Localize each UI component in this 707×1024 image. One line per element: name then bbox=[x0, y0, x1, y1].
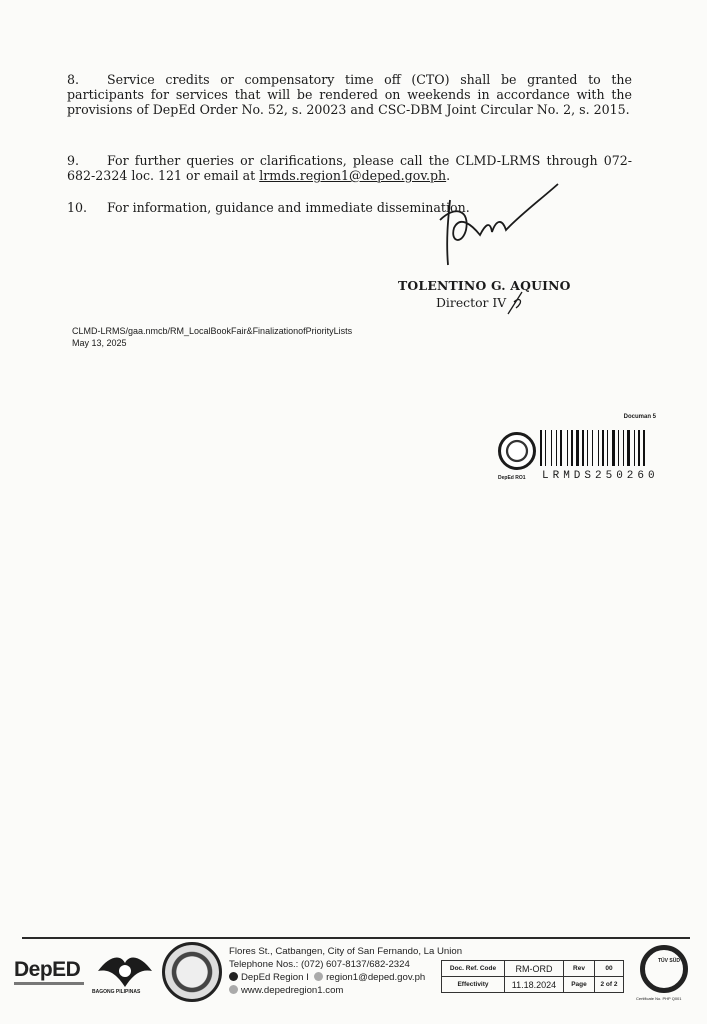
footer-email[interactable]: region1@deped.gov.ph bbox=[326, 972, 426, 983]
rev-label: Rev bbox=[564, 961, 595, 977]
footer-address: Flores St., Catbangen, City of San Fernando, La Union bbox=[229, 946, 463, 957]
signatory-position: Director IV bbox=[436, 295, 507, 310]
barcode-bar bbox=[560, 430, 562, 466]
paragraph-9 bbox=[67, 153, 632, 183]
barcode-bar bbox=[594, 430, 597, 466]
paragraph-number: 8. bbox=[67, 72, 80, 87]
paragraph-8 bbox=[67, 72, 632, 117]
effectivity-value: 11.18.2024 bbox=[505, 977, 564, 993]
barcode-bar bbox=[636, 430, 637, 466]
page-value: 2 of 2 bbox=[595, 977, 624, 993]
barcode-bar bbox=[558, 430, 559, 466]
document-control-table bbox=[441, 960, 624, 993]
region-seal-icon bbox=[162, 942, 222, 1002]
deped-logo: DepED bbox=[14, 958, 81, 981]
signature-image bbox=[410, 180, 570, 275]
footer-telephone: Telephone Nos.: (072) 607-8137/682-2324 bbox=[229, 959, 410, 970]
facebook-icon bbox=[229, 972, 238, 981]
barcode-bar bbox=[616, 430, 617, 466]
paragraph-text: Service credits or compensatory time off (CTO) shall be granted to the participants for services that will be rendered on weekends in accordance with the provisions of DepEd Order No. 52, s. 20023 and CSC-DBM Joint Circular No. 2, s. 2015. bbox=[67, 72, 632, 117]
barcode-bar bbox=[623, 430, 624, 466]
barcode-bar bbox=[569, 430, 570, 466]
barcode-bar bbox=[545, 430, 546, 466]
footer-contacts bbox=[229, 972, 425, 984]
footer-website[interactable]: www.depedregion1.com bbox=[241, 985, 344, 996]
barcode-bar bbox=[567, 430, 568, 466]
barcode-bar bbox=[607, 430, 608, 466]
deped-logo-underline bbox=[14, 982, 84, 985]
barcode-bar bbox=[587, 430, 588, 466]
paragraph-number: 9. bbox=[67, 153, 80, 168]
paragraph-text: For information, guidance and immediate dissemination. bbox=[107, 200, 470, 215]
effectivity-label: Effectivity bbox=[442, 977, 505, 993]
cert-label: TÜV SÜD bbox=[658, 958, 680, 964]
initials-mark bbox=[506, 290, 526, 316]
signatory-name: TOLENTINO G. AQUINO bbox=[398, 278, 571, 293]
barcode-bar bbox=[609, 430, 611, 466]
barcode-bar bbox=[598, 430, 599, 466]
barcode-bar bbox=[585, 430, 586, 466]
iso-certification-icon bbox=[640, 945, 688, 993]
reference-date: May 13, 2025 bbox=[72, 338, 127, 348]
barcode-bar bbox=[547, 430, 550, 466]
barcode-bar bbox=[605, 430, 606, 466]
barcode-bar bbox=[625, 430, 626, 466]
bagong-pilipinas-logo-icon bbox=[96, 951, 154, 991]
barcode-bar bbox=[643, 430, 645, 466]
barcode-bar bbox=[563, 430, 566, 466]
barcode-bar bbox=[638, 430, 640, 466]
footer-website-row bbox=[229, 985, 343, 997]
paragraph-text: For further queries or clarifications, please call the CLMD-LRMS through 072-682-2324 loc. 121 or email at bbox=[67, 153, 632, 183]
barcode-bar bbox=[612, 430, 615, 466]
contact-email-link[interactable]: lrmds.region1@deped.gov.ph bbox=[259, 168, 447, 183]
barcode-bar bbox=[600, 430, 601, 466]
barcode-bar bbox=[580, 430, 581, 466]
rev-value: 00 bbox=[595, 961, 624, 977]
barcode-bar bbox=[634, 430, 635, 466]
doc-ref-value: RM-ORD bbox=[505, 961, 564, 977]
barcode-bar bbox=[618, 430, 619, 466]
globe-icon bbox=[229, 985, 238, 994]
barcode-bar bbox=[627, 430, 630, 466]
paragraph-end: . bbox=[446, 168, 451, 183]
footer-facebook[interactable]: DepEd Region I bbox=[241, 972, 309, 983]
barcode-bar bbox=[592, 430, 593, 466]
stamp-office: DepEd RO1 bbox=[498, 475, 526, 481]
barcode-bar bbox=[576, 430, 579, 466]
reference-code: CLMD-LRMS/gaa.nmcb/RM_LocalBookFair&FinalizationofPriorityLists bbox=[72, 326, 353, 336]
stamp-code: LRMDS250260 bbox=[542, 470, 659, 482]
barcode-bar bbox=[602, 430, 604, 466]
barcode-bar bbox=[582, 430, 584, 466]
barcode-bar bbox=[556, 430, 557, 466]
barcode-bar bbox=[574, 430, 575, 466]
barcode-bar bbox=[571, 430, 573, 466]
barcode-bar bbox=[631, 430, 633, 466]
doc-ref-label: Doc. Ref. Code bbox=[442, 961, 505, 977]
barcode bbox=[540, 430, 665, 466]
barcode-bar bbox=[543, 430, 544, 466]
barcode-bar bbox=[551, 430, 552, 466]
bagong-pilipinas-label: BAGONG PILIPINAS bbox=[92, 989, 141, 995]
footer-divider bbox=[22, 937, 690, 939]
cert-caption: Certificate No. PHP Q001 bbox=[636, 996, 682, 1001]
document-stamp bbox=[494, 414, 670, 486]
barcode-bar bbox=[540, 430, 542, 466]
paragraph-number: 10. bbox=[67, 200, 88, 215]
barcode-bar bbox=[646, 430, 647, 466]
stamp-title: Documan 5 bbox=[623, 414, 656, 420]
barcode-bar bbox=[641, 430, 642, 466]
page-label: Page bbox=[564, 977, 595, 993]
email-icon bbox=[314, 972, 323, 981]
deped-seal-icon bbox=[498, 432, 536, 470]
barcode-bar bbox=[589, 430, 591, 466]
barcode-bar bbox=[620, 430, 622, 466]
barcode-bar bbox=[553, 430, 555, 466]
